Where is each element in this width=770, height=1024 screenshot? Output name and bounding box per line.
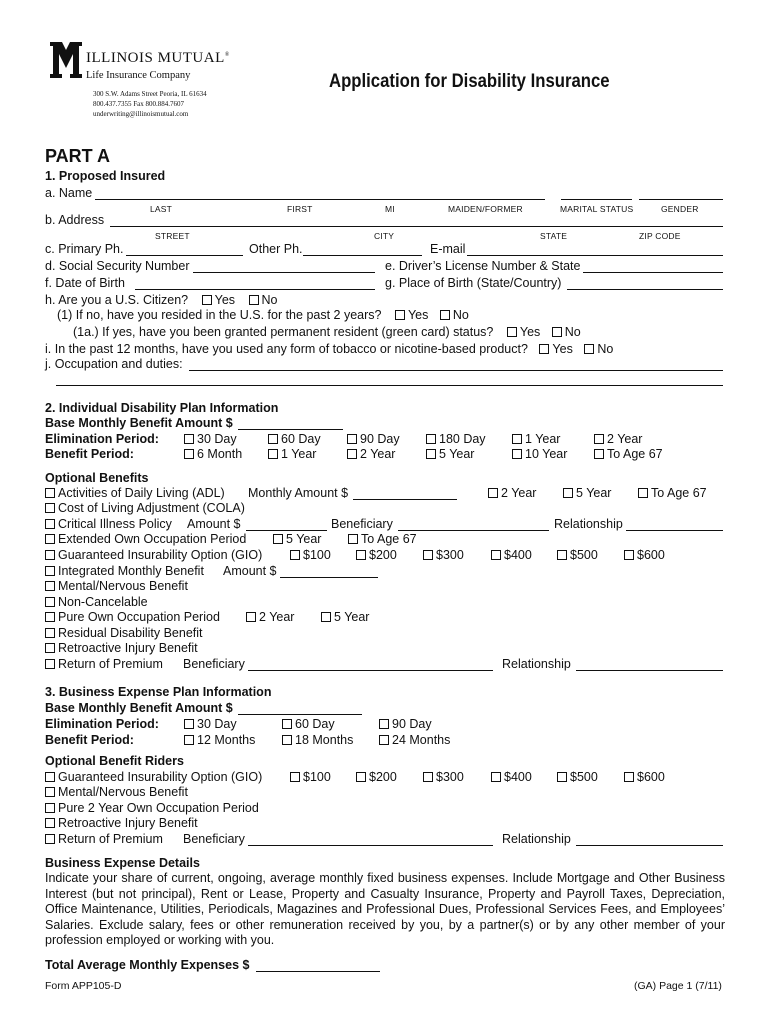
option-label: 10 Year <box>525 447 568 461</box>
checkbox[interactable] <box>246 612 256 622</box>
option-label: 5 Year <box>439 447 475 461</box>
s2-ben-1y[interactable] <box>268 447 316 461</box>
checkbox[interactable] <box>45 818 55 828</box>
tobacco-no[interactable] <box>584 342 613 356</box>
option-label: Mental/Nervous Benefit <box>58 785 188 799</box>
gio-option[interactable] <box>45 548 262 562</box>
checkbox[interactable] <box>347 449 357 459</box>
checkbox[interactable] <box>395 310 405 320</box>
ssn-input-line[interactable] <box>193 272 375 273</box>
checkbox[interactable] <box>184 449 194 459</box>
other-phone-input-line[interactable] <box>303 255 422 256</box>
s3-rop-beneficiary-input-line[interactable] <box>248 845 493 846</box>
sub-maiden: MAIDEN/FORMER <box>448 204 523 214</box>
option-label: i. In the past 12 months, have you used any form of tobacco or nicotine-based product? <box>45 342 528 356</box>
option-label: 1 Year <box>281 447 317 461</box>
poop-2y[interactable] <box>246 610 294 624</box>
checkbox[interactable] <box>45 612 55 622</box>
primary-phone-label: c. Primary Ph. <box>45 242 124 256</box>
checkbox[interactable] <box>273 534 283 544</box>
cip-beneficiary-input-line[interactable] <box>398 530 549 531</box>
option-label: $400 <box>504 770 532 784</box>
checkbox[interactable] <box>488 488 498 498</box>
business-details-text: Indicate your share of current, ongoing, average monthly fixed business expenses. Include Mortgage and Other Business Interest (but not principal), Rent or Lease, Property and Casualty Insurance, Property and Payroll Taxes, Depreciation, Office Maintenance, Utilities, Periodicals, Magazines and Professional Dues, Professional Services Fees, and Employees’ Salaries. Exclude salary, fees or other remuneration received by you, by a partner(s) or by any other member of your profession employed or working with you. <box>45 871 725 948</box>
cip-relationship-label: Relationship <box>554 517 623 531</box>
s3-p2-option[interactable] <box>45 801 259 815</box>
checkbox[interactable] <box>624 772 634 782</box>
sub-mi: MI <box>385 204 395 214</box>
sub-marital: MARITAL STATUS <box>560 204 634 214</box>
mnb-option[interactable] <box>45 579 188 593</box>
gender-input-line[interactable] <box>639 199 723 200</box>
checkbox[interactable] <box>491 550 501 560</box>
checkbox[interactable] <box>512 449 522 459</box>
green-card-no[interactable] <box>552 325 581 339</box>
checkbox[interactable] <box>356 772 366 782</box>
option-label: Guaranteed Insurability Option (GIO) <box>58 770 263 784</box>
s3-ben-12[interactable] <box>184 733 255 747</box>
sub-last: LAST <box>150 204 173 214</box>
s3-elim-90[interactable] <box>379 717 432 731</box>
checkbox[interactable] <box>423 772 433 782</box>
resided-row <box>57 308 469 322</box>
option-label: Retroactive Injury Benefit <box>58 816 198 830</box>
checkbox[interactable] <box>45 550 55 560</box>
email-label: E-mail <box>430 242 466 256</box>
checkbox[interactable] <box>45 581 55 591</box>
checkbox[interactable] <box>184 735 194 745</box>
other-phone-label: Other Ph. <box>249 242 303 256</box>
s3-gio-300[interactable] <box>423 770 464 784</box>
s2-elim-180[interactable] <box>426 432 486 446</box>
part-a-title: PART A <box>45 146 110 166</box>
occupation-input-line-2[interactable] <box>56 385 723 386</box>
rib-option[interactable] <box>45 641 198 655</box>
email-input-line[interactable] <box>467 255 723 256</box>
s2-elim-30[interactable] <box>184 432 237 446</box>
s3-benefit-label: Benefit Period: <box>45 733 134 747</box>
checkbox[interactable] <box>290 550 300 560</box>
checkbox[interactable] <box>348 534 358 544</box>
checkbox[interactable] <box>45 643 55 653</box>
option-label: 60 Day <box>295 717 335 731</box>
form-number: Form APP105-D <box>45 980 122 992</box>
option-label: 5 Year <box>334 610 370 624</box>
checkbox[interactable] <box>45 628 55 638</box>
s2-elim-60[interactable] <box>268 432 321 446</box>
s3-rop-beneficiary-label: Beneficiary <box>183 832 245 846</box>
sub-gender: GENDER <box>661 204 699 214</box>
checkbox[interactable] <box>268 434 278 444</box>
rop-relationship-label: Relationship <box>502 657 571 671</box>
option-label: 5 Year <box>576 486 612 500</box>
option-label: 1 Year <box>525 432 561 446</box>
rop-beneficiary-input-line[interactable] <box>248 670 493 671</box>
s2-base-label: Base Monthly Benefit Amount $ <box>45 416 233 430</box>
cip-relationship-input-line[interactable] <box>626 530 723 531</box>
s3-elim-30[interactable] <box>184 717 237 731</box>
checkbox[interactable] <box>638 488 648 498</box>
option-label: Integrated Monthly Benefit <box>58 564 204 578</box>
option-label: Cost of Living Adjustment (COLA) <box>58 501 245 515</box>
s3-elim-60[interactable] <box>282 717 335 731</box>
option-label: (1) If no, have you resided in the U.S. for the past 2 years? <box>57 308 382 322</box>
option-label: Return of Premium <box>58 832 163 846</box>
option-label: Pure 2 Year Own Occupation Period <box>58 801 259 815</box>
option-label: Yes <box>407 308 429 322</box>
checkbox[interactable] <box>584 344 594 354</box>
option-label: Activities of Daily Living (ADL) <box>58 486 225 500</box>
s2-elim-1y[interactable] <box>512 432 560 446</box>
s3-ben-18[interactable] <box>282 733 353 747</box>
checkbox[interactable] <box>491 772 501 782</box>
dob-input-line[interactable] <box>135 289 375 290</box>
option-label: Guaranteed Insurability Option (GIO) <box>58 548 263 562</box>
checkbox[interactable] <box>45 534 55 544</box>
checkbox[interactable] <box>512 434 522 444</box>
option-label: 2 Year <box>259 610 295 624</box>
option-label: 2 Year <box>607 432 643 446</box>
option-label: Critical Illness Policy <box>58 517 172 531</box>
sub-zip: ZIP CODE <box>639 231 681 241</box>
drivers-license-input-line[interactable] <box>583 272 723 273</box>
place-of-birth-label: g. Place of Birth (State/Country) <box>385 276 562 290</box>
s3-rop-option[interactable] <box>45 832 163 846</box>
option-label: $200 <box>369 548 397 562</box>
checkbox[interactable] <box>282 735 292 745</box>
option-label: $100 <box>303 770 331 784</box>
option-label: 12 Months <box>197 733 256 747</box>
marital-status-input-line[interactable] <box>561 199 632 200</box>
option-label: 60 Day <box>281 432 321 446</box>
adl-option[interactable] <box>45 486 225 500</box>
tobacco-row <box>45 342 613 356</box>
section-2-title: 2. Individual Disability Plan Information <box>45 401 279 415</box>
gio-400[interactable] <box>491 548 532 562</box>
s2-elim-label: Elimination Period: <box>45 432 159 446</box>
option-label: 18 Months <box>295 733 354 747</box>
option-label: $600 <box>637 548 665 562</box>
option-label: $200 <box>369 770 397 784</box>
option-label: $300 <box>436 770 464 784</box>
riders-title: Optional Benefit Riders <box>45 754 184 768</box>
adl-monthly-amount-label: Monthly Amount $ <box>248 486 349 500</box>
option-label: Return of Premium <box>58 657 163 671</box>
eoop-5y[interactable] <box>273 532 321 546</box>
checkbox[interactable] <box>45 659 55 669</box>
checkbox[interactable] <box>557 550 567 560</box>
s3-ben-24[interactable] <box>379 733 450 747</box>
adl-67[interactable] <box>638 486 707 500</box>
checkbox[interactable] <box>202 295 212 305</box>
s3-elim-label: Elimination Period: <box>45 717 159 731</box>
s3-rop-relationship-label: Relationship <box>502 832 571 846</box>
eoop-67[interactable] <box>348 532 417 546</box>
option-label: Yes <box>519 325 541 339</box>
option-label: Yes <box>214 293 236 307</box>
checkbox[interactable] <box>282 719 292 729</box>
adl-amount-input-line[interactable] <box>353 499 457 500</box>
gio-600[interactable] <box>624 548 665 562</box>
checkbox[interactable] <box>45 772 55 782</box>
s2-elim-90[interactable] <box>347 432 400 446</box>
rdb-option[interactable] <box>45 626 203 640</box>
option-label: $500 <box>570 770 598 784</box>
option-label: 2 Year <box>501 486 537 500</box>
occupation-label: j. Occupation and duties: <box>45 357 183 371</box>
page-number: (GA) Page 1 (7/11) <box>634 980 722 992</box>
checkbox[interactable] <box>379 719 389 729</box>
checkbox[interactable] <box>426 434 436 444</box>
option-label: 2 Year <box>360 447 396 461</box>
option-label: 5 Year <box>286 532 322 546</box>
option-label: Extended Own Occupation Period <box>58 532 247 546</box>
adl-2y[interactable] <box>488 486 536 500</box>
s3-gio-400[interactable] <box>491 770 532 784</box>
option-label: No <box>261 293 278 307</box>
cip-beneficiary-label: Beneficiary <box>331 517 393 531</box>
citizen-yes[interactable] <box>202 293 235 307</box>
s2-ben-5y[interactable] <box>426 447 474 461</box>
checkbox[interactable] <box>507 327 517 337</box>
poop-option[interactable] <box>45 610 220 624</box>
checkbox[interactable] <box>45 803 55 813</box>
checkbox[interactable] <box>379 735 389 745</box>
option-label: Mental/Nervous Benefit <box>58 579 188 593</box>
option-label: To Age 67 <box>361 532 417 546</box>
checkbox[interactable] <box>45 566 55 576</box>
gio-200[interactable] <box>356 548 397 562</box>
s2-ben-6m[interactable] <box>184 447 242 461</box>
s3-rib-option[interactable] <box>45 816 198 830</box>
citizen-no[interactable] <box>249 293 278 307</box>
illinois-mutual-logo-icon <box>48 40 84 80</box>
checkbox[interactable] <box>249 295 259 305</box>
s3-gio-500[interactable] <box>557 770 598 784</box>
s2-elim-2y[interactable] <box>594 432 642 446</box>
option-label: Pure Own Occupation Period <box>58 610 220 624</box>
rop-option[interactable] <box>45 657 163 671</box>
checkbox[interactable] <box>423 550 433 560</box>
eoop-option[interactable] <box>45 532 246 546</box>
option-label: ILLINOIS MUTUAL <box>86 50 225 66</box>
option-label: Retroactive Injury Benefit <box>58 641 198 655</box>
s2-benefit-label: Benefit Period: <box>45 447 134 461</box>
sub-state: STATE <box>540 231 568 241</box>
gio-300[interactable] <box>423 548 464 562</box>
imb-amount-label: Amount $ <box>223 564 277 578</box>
option-label: Non-Cancelable <box>58 595 148 609</box>
checkbox[interactable] <box>594 449 604 459</box>
cip-amount-label: Amount $ <box>187 517 241 531</box>
resided-no[interactable] <box>440 308 469 322</box>
option-label: No <box>564 325 581 339</box>
s3-base-input-line[interactable] <box>238 714 362 715</box>
checkbox[interactable] <box>563 488 573 498</box>
s3-gio-600[interactable] <box>624 770 665 784</box>
option-label: To Age 67 <box>607 447 663 461</box>
total-expenses-input-line[interactable] <box>256 971 380 972</box>
sub-street: STREET <box>155 231 190 241</box>
company-address: 300 S.W. Adams Street Peoria, IL 61634 <box>93 90 207 98</box>
checkbox[interactable] <box>184 719 194 729</box>
checkbox[interactable] <box>552 327 562 337</box>
checkbox[interactable] <box>356 550 366 560</box>
option-label: No <box>597 342 614 356</box>
s3-gio-option[interactable] <box>45 770 262 784</box>
option-label: 30 Day <box>197 717 237 731</box>
sub-city: CITY <box>374 231 395 241</box>
ssn-label: d. Social Security Number <box>45 259 190 273</box>
cip-amount-input-line[interactable] <box>246 530 327 531</box>
primary-phone-input-line[interactable] <box>126 255 243 256</box>
option-label: No <box>452 308 469 322</box>
option-label: 30 Day <box>197 432 237 446</box>
checkbox[interactable] <box>45 597 55 607</box>
rop-relationship-input-line[interactable] <box>576 670 723 671</box>
option-label: $100 <box>303 548 331 562</box>
company-email: underwriting@illinoismutual.com <box>93 110 189 118</box>
address-input-line[interactable] <box>110 226 723 227</box>
option-label: To Age 67 <box>651 486 707 500</box>
address-label: b. Address <box>45 213 105 227</box>
option-label: Yes <box>552 342 573 356</box>
name-label: a. Name <box>45 186 93 200</box>
checkbox[interactable] <box>440 310 450 320</box>
rop-beneficiary-label: Beneficiary <box>183 657 245 671</box>
imb-option[interactable] <box>45 564 204 578</box>
option-label: $300 <box>436 548 464 562</box>
option-label: 90 Day <box>392 717 432 731</box>
checkbox[interactable] <box>539 344 549 354</box>
checkbox[interactable] <box>557 772 567 782</box>
cip-option[interactable] <box>45 517 172 531</box>
imb-amount-input-line[interactable] <box>280 577 378 578</box>
business-details-title: Business Expense Details <box>45 856 200 870</box>
checkbox[interactable] <box>347 434 357 444</box>
company-subtitle: Life Insurance Company <box>86 70 191 81</box>
checkbox[interactable] <box>268 449 278 459</box>
checkbox[interactable] <box>45 503 55 513</box>
drivers-license-label: e. Driver’s License Number & State <box>385 259 581 273</box>
poop-5y[interactable] <box>321 610 369 624</box>
total-expenses-label: Total Average Monthly Expenses $ <box>45 958 250 972</box>
resided-yes[interactable] <box>395 308 428 322</box>
option-label: 6 Month <box>197 447 243 461</box>
option-label: $400 <box>504 548 532 562</box>
occupation-input-line[interactable] <box>189 370 723 371</box>
s3-rop-relationship-input-line[interactable] <box>576 845 723 846</box>
s3-mnb-option[interactable] <box>45 785 188 799</box>
option-label: 90 Day <box>360 432 400 446</box>
green-card-yes[interactable] <box>507 325 540 339</box>
checkbox[interactable] <box>290 772 300 782</box>
green-card-row <box>73 325 581 339</box>
option-label: $500 <box>570 548 598 562</box>
s3-gio-200[interactable] <box>356 770 397 784</box>
s3-gio-100[interactable] <box>290 770 331 784</box>
optional-benefits-title: Optional Benefits <box>45 471 149 485</box>
option-label: ® <box>224 52 230 58</box>
nc-option[interactable] <box>45 595 148 609</box>
option-label: 180 Day <box>439 432 486 446</box>
checkbox[interactable] <box>426 449 436 459</box>
company-phone: 800.437.7355 Fax 800.884.7607 <box>93 100 184 108</box>
option-label: $600 <box>637 770 665 784</box>
gio-500[interactable] <box>557 548 598 562</box>
option-label: Residual Disability Benefit <box>58 626 203 640</box>
form-title: Application for Disability Insurance <box>329 71 610 92</box>
gio-100[interactable] <box>290 548 331 562</box>
option-label: 24 Months <box>392 733 451 747</box>
checkbox[interactable] <box>45 834 55 844</box>
s3-base-label: Base Monthly Benefit Amount $ <box>45 701 233 715</box>
s2-ben-10y[interactable] <box>512 447 567 461</box>
company-name <box>86 50 230 67</box>
checkbox[interactable] <box>45 488 55 498</box>
citizen-label: h. Are you a U.S. Citizen? <box>45 293 189 307</box>
checkbox[interactable] <box>321 612 331 622</box>
s2-ben-67[interactable] <box>594 447 663 461</box>
s2-base-input-line[interactable] <box>238 429 343 430</box>
section-1-title: 1. Proposed Insured <box>45 169 166 183</box>
dob-label: f. Date of Birth <box>45 276 125 290</box>
tobacco-yes[interactable] <box>539 342 572 356</box>
checkbox[interactable] <box>624 550 634 560</box>
checkbox[interactable] <box>184 434 194 444</box>
name-input-line[interactable] <box>95 199 545 200</box>
place-of-birth-input-line[interactable] <box>567 289 723 290</box>
option-label: (1a.) If yes, have you been granted permanent resident (green card) status? <box>73 325 494 339</box>
checkbox[interactable] <box>45 519 55 529</box>
checkbox[interactable] <box>594 434 604 444</box>
sub-first: FIRST <box>287 204 313 214</box>
cola-option[interactable] <box>45 501 245 515</box>
citizen-row <box>45 293 278 307</box>
checkbox[interactable] <box>45 787 55 797</box>
s2-ben-2y[interactable] <box>347 447 395 461</box>
section-3-title: 3. Business Expense Plan Information <box>45 685 272 699</box>
adl-5y[interactable] <box>563 486 611 500</box>
